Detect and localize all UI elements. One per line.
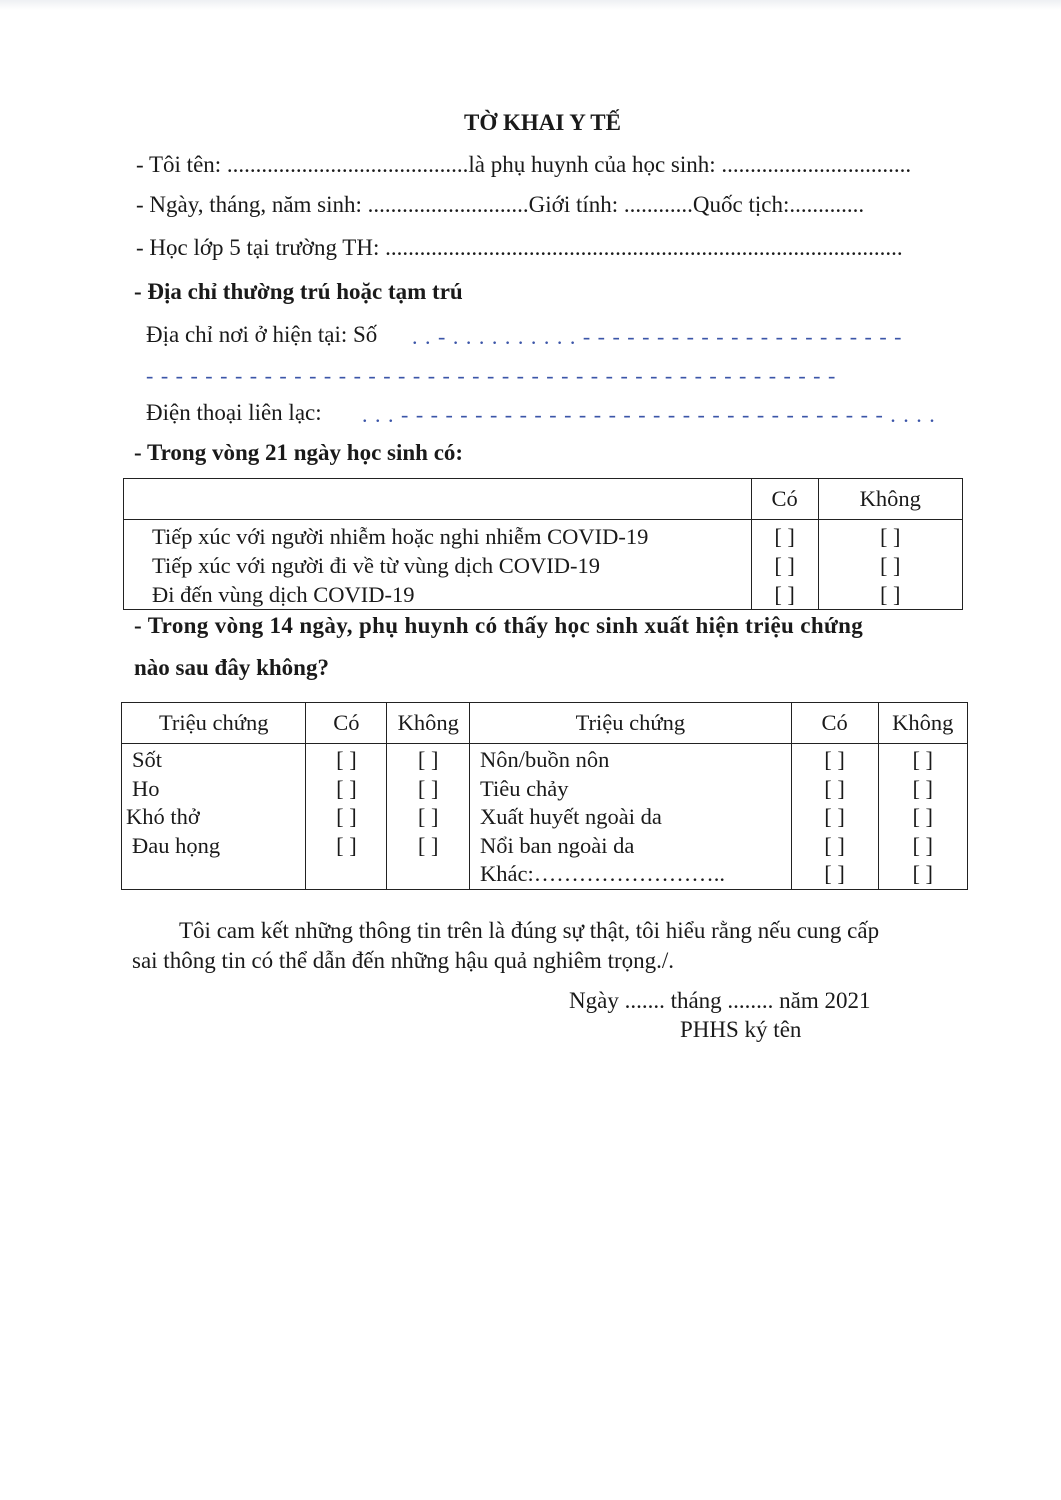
section2-heading-cont: nào sau đây không? [134, 655, 329, 680]
exposure-yes-column [751, 520, 818, 610]
exposure-row-label: Đi đến vùng dịch COVID-19 [152, 582, 415, 607]
exposure-header-no: Không [818, 479, 963, 520]
symptom-other-input[interactable]: Khác:…………………….. [480, 861, 725, 887]
symptom-right-no-column [878, 744, 968, 890]
symptom-no-checkbox[interactable]: [ ] [912, 747, 934, 772]
symptom-header-yes-right: Có [791, 703, 878, 744]
symptom-header-yes: Có [306, 703, 387, 744]
exposure-row-label: Tiếp xúc với người đi về từ vùng dịch COVID-19 [152, 553, 600, 578]
symptom-label: Ho [132, 775, 160, 801]
exposure-no-checkbox[interactable]: [ ] [879, 524, 901, 549]
form-title: TỜ KHAI Y TẾ [464, 110, 621, 135]
symptom-yes-checkbox[interactable]: [ ] [824, 747, 845, 772]
symptom-header: Triệu chứng [122, 703, 306, 744]
symptom-no-checkbox[interactable]: [ ] [417, 832, 439, 858]
exposure-yes-checkbox[interactable]: [ ] [774, 582, 795, 607]
exposure-yes-checkbox[interactable]: [ ] [774, 553, 795, 578]
section1-heading: - Trong vòng 21 ngày học sinh có: [134, 440, 464, 465]
symptom-no-checkbox[interactable]: [ ] [912, 804, 934, 830]
exposure-header-yes: Có [751, 479, 818, 520]
exposure-yes-checkbox[interactable]: [ ] [774, 524, 795, 549]
commitment-line1: Tôi cam kết những thông tin trên là đúng sự thật, tôi hiểu rằng nếu cung cấp [179, 918, 880, 943]
phone-input[interactable]: . . . - - - - - - - - - - - - - - - - - - - - - - - - - - - - - - - - - . . . . [362, 402, 936, 427]
symptom-label: Tiêu chảy [480, 775, 569, 801]
symptom-label: Xuất huyết ngoài da [480, 804, 662, 830]
name-field-line[interactable]: - Tôi tên: ..........................................là phụ huynh của học sinh: ................................. [136, 152, 912, 177]
symptom-yes-checkbox[interactable]: [ ] [336, 804, 357, 830]
school-line[interactable]: - Học lớp 5 tại trường TH: .......................................................................................... [136, 235, 903, 260]
phone-label: Điện thoại liên lạc: [146, 400, 322, 425]
symptom-header-no-right: Không [878, 703, 968, 744]
exposure-table-header [124, 479, 963, 520]
symptom-header-right: Triệu chứng [470, 703, 792, 744]
symptom-table-body [122, 744, 968, 890]
symptom-right-yes-column [791, 744, 878, 890]
symptom-yes-checkbox[interactable]: [ ] [824, 804, 845, 830]
exposure-table-body [124, 520, 963, 610]
symptom-no-checkbox[interactable]: [ ] [417, 775, 439, 801]
signature-label: PHHS ký tên [680, 1017, 802, 1042]
symptom-yes-checkbox[interactable]: [ ] [336, 747, 357, 772]
symptom-yes-checkbox[interactable]: [ ] [824, 775, 845, 801]
symptom-table-header [122, 703, 968, 744]
symptom-no-checkbox[interactable]: [ ] [912, 861, 934, 887]
symptom-right-labels [470, 744, 792, 890]
symptom-label: Sốt [132, 747, 163, 772]
symptom-no-checkbox[interactable]: [ ] [417, 747, 439, 772]
symptom-left-yes-column [306, 744, 387, 890]
symptom-left-no-column [387, 744, 470, 890]
address-input-continued[interactable]: - - - - - - - - - - - - - - - - - - - - - - - - - - - - - - - - - - - - - - - - - - - - - - - [146, 363, 837, 388]
exposure-no-checkbox[interactable]: [ ] [879, 582, 901, 607]
birth-gender-nationality-line[interactable]: - Ngày, tháng, năm sinh: ............................Giới tính: ............Quốc tịch:............. [136, 192, 865, 217]
exposure-no-checkbox[interactable]: [ ] [879, 553, 901, 578]
signature-date[interactable]: Ngày ....... tháng ........ năm 2021 [569, 988, 871, 1013]
symptom-label: Nổi ban ngoài da [480, 832, 635, 858]
scan-edge [0, 0, 1061, 10]
symptom-table [121, 702, 968, 890]
symptom-yes-checkbox[interactable]: [ ] [336, 832, 357, 858]
exposure-row-label: Tiếp xúc với người nhiễm hoặc nghi nhiễm COVID-19 [152, 524, 649, 549]
section2-heading: - Trong vòng 14 ngày, phụ huynh có thấy học sinh xuất hiện triệu chứng [134, 613, 864, 638]
exposure-table [123, 478, 963, 610]
symptom-yes-checkbox[interactable]: [ ] [336, 775, 357, 801]
symptom-label: Đau họng [132, 832, 221, 858]
symptom-no-checkbox[interactable]: [ ] [912, 775, 934, 801]
exposure-header-blank [124, 479, 752, 520]
symptom-yes-checkbox[interactable]: [ ] [824, 861, 845, 887]
symptom-label: Nôn/buồn nôn [480, 747, 610, 772]
symptom-yes-checkbox[interactable]: [ ] [824, 832, 845, 858]
symptom-header-no: Không [387, 703, 470, 744]
symptom-no-checkbox[interactable]: [ ] [912, 832, 934, 858]
exposure-no-column [818, 520, 963, 610]
exposure-labels [124, 520, 752, 610]
symptom-label: Khó thở [126, 804, 200, 830]
symptom-no-checkbox[interactable]: [ ] [417, 804, 439, 830]
address-heading: - Địa chỉ thường trú hoặc tạm trú [134, 279, 463, 304]
symptom-left-labels [122, 744, 306, 890]
commitment-line2: sai thông tin có thể dẫn đến những hậu quả nghiêm trọng./. [132, 948, 675, 973]
address-input[interactable]: . . - . . . . . . . . . . - - - - - - - - - - - - - - - - - - - - - - [412, 324, 903, 349]
address-label: Địa chỉ nơi ở hiện tại: Số [146, 322, 378, 347]
